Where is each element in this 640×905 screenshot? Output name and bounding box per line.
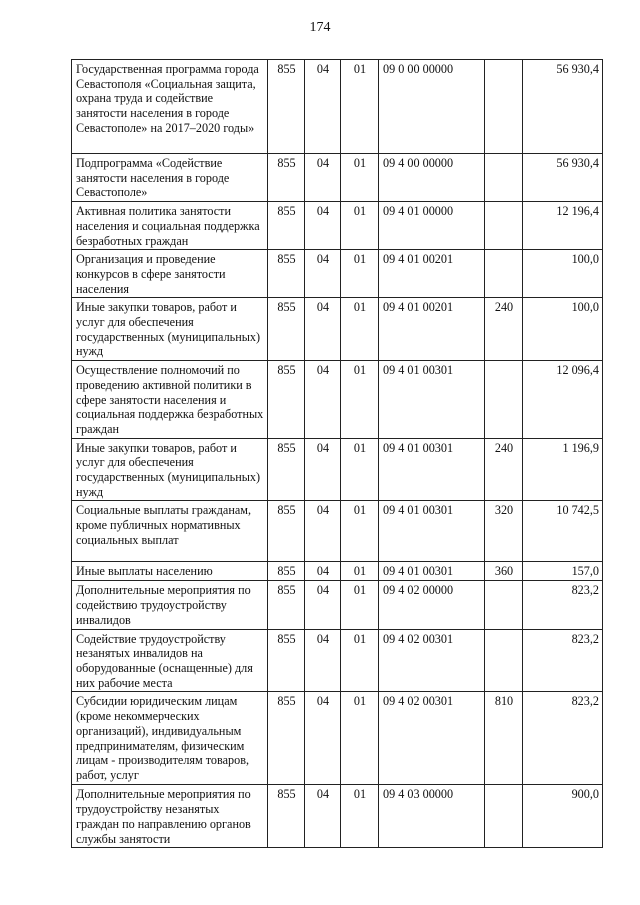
row-sum: 12 196,4 xyxy=(523,202,603,250)
row-rz: 04 xyxy=(305,438,341,501)
row-sum: 823,2 xyxy=(523,692,603,785)
row-name: Активная политика занятости населения и социальная поддержка безработных граждан xyxy=(72,202,268,250)
row-pr: 01 xyxy=(341,562,379,581)
row-sum: 1 196,9 xyxy=(523,438,603,501)
row-csr: 09 0 00 00000 xyxy=(379,60,485,154)
row-vedomstvo: 855 xyxy=(268,692,305,785)
row-rz: 04 xyxy=(305,629,341,692)
row-csr: 09 4 01 00000 xyxy=(379,202,485,250)
row-csr: 09 4 02 00000 xyxy=(379,581,485,629)
table-row xyxy=(72,250,603,298)
row-name: Иные закупки товаров, работ и услуг для обеспечения государственных (муниципальных) нужд xyxy=(72,298,268,361)
row-name: Дополнительные мероприятия по содействию трудоустройству инвалидов xyxy=(72,581,268,629)
row-csr: 09 4 03 00000 xyxy=(379,785,485,848)
row-sum: 900,0 xyxy=(523,785,603,848)
row-name: Государственная программа города Севастополя «Социальная защита, охрана труда и содействие занятости населения в городе Севастополе» на 2017–2020 годы» xyxy=(72,60,268,154)
row-sum: 10 742,5 xyxy=(523,501,603,562)
row-csr: 09 4 01 00301 xyxy=(379,361,485,439)
row-csr: 09 4 02 00301 xyxy=(379,629,485,692)
table-row xyxy=(72,154,603,202)
row-vr: 810 xyxy=(485,692,523,785)
row-sum: 157,0 xyxy=(523,562,603,581)
row-vedomstvo: 855 xyxy=(268,298,305,361)
row-rz: 04 xyxy=(305,785,341,848)
row-pr: 01 xyxy=(341,785,379,848)
table-row xyxy=(72,361,603,439)
row-name: Иные выплаты населению xyxy=(72,562,268,581)
table-row xyxy=(72,562,603,581)
row-pr: 01 xyxy=(341,202,379,250)
row-vr xyxy=(485,785,523,848)
row-vedomstvo: 855 xyxy=(268,562,305,581)
row-vr xyxy=(485,629,523,692)
table-row xyxy=(72,629,603,692)
row-pr: 01 xyxy=(341,154,379,202)
row-pr: 01 xyxy=(341,438,379,501)
row-vr: 320 xyxy=(485,501,523,562)
row-rz: 04 xyxy=(305,60,341,154)
row-vr xyxy=(485,202,523,250)
row-pr: 01 xyxy=(341,250,379,298)
row-csr: 09 4 01 00301 xyxy=(379,562,485,581)
row-vr xyxy=(485,361,523,439)
row-pr: 01 xyxy=(341,60,379,154)
row-rz: 04 xyxy=(305,202,341,250)
row-sum: 100,0 xyxy=(523,250,603,298)
row-pr: 01 xyxy=(341,581,379,629)
row-rz: 04 xyxy=(305,562,341,581)
row-sum: 56 930,4 xyxy=(523,60,603,154)
row-vedomstvo: 855 xyxy=(268,438,305,501)
row-rz: 04 xyxy=(305,361,341,439)
row-vr: 240 xyxy=(485,438,523,501)
table-row xyxy=(72,501,603,562)
row-csr: 09 4 01 00301 xyxy=(379,501,485,562)
row-sum: 823,2 xyxy=(523,629,603,692)
row-name: Субсидии юридическим лицам (кроме некоммерческих организаций), индивидуальным предпринимателям, физическим лицам - производителям товаров, работ, услуг xyxy=(72,692,268,785)
budget-table xyxy=(71,59,603,848)
table-row xyxy=(72,60,603,154)
row-rz: 04 xyxy=(305,250,341,298)
row-csr: 09 4 01 00301 xyxy=(379,438,485,501)
row-sum: 12 096,4 xyxy=(523,361,603,439)
row-sum: 823,2 xyxy=(523,581,603,629)
row-pr: 01 xyxy=(341,629,379,692)
row-pr: 01 xyxy=(341,298,379,361)
table-row xyxy=(72,298,603,361)
row-vr xyxy=(485,581,523,629)
row-rz: 04 xyxy=(305,581,341,629)
row-name: Социальные выплаты гражданам, кроме публичных нормативных социальных выплат xyxy=(72,501,268,562)
row-name: Дополнительные мероприятия по трудоустройству незанятых граждан по направлению органов службы занятости xyxy=(72,785,268,848)
row-vedomstvo: 855 xyxy=(268,501,305,562)
row-vedomstvo: 855 xyxy=(268,581,305,629)
row-sum: 100,0 xyxy=(523,298,603,361)
row-csr: 09 4 01 00201 xyxy=(379,250,485,298)
table-row xyxy=(72,438,603,501)
row-name: Осуществление полномочий по проведению активной политики в сфере занятости населения и социальная поддержка безработных граждан xyxy=(72,361,268,439)
row-vr: 360 xyxy=(485,562,523,581)
row-csr: 09 4 00 00000 xyxy=(379,154,485,202)
row-rz: 04 xyxy=(305,692,341,785)
row-vedomstvo: 855 xyxy=(268,785,305,848)
row-vedomstvo: 855 xyxy=(268,250,305,298)
row-rz: 04 xyxy=(305,154,341,202)
row-name: Организация и проведение конкурсов в сфере занятости населения xyxy=(72,250,268,298)
row-csr: 09 4 01 00201 xyxy=(379,298,485,361)
table-row xyxy=(72,692,603,785)
row-vedomstvo: 855 xyxy=(268,60,305,154)
table-row xyxy=(72,581,603,629)
row-pr: 01 xyxy=(341,501,379,562)
row-vedomstvo: 855 xyxy=(268,629,305,692)
page-number: 174 xyxy=(309,20,331,35)
row-vedomstvo: 855 xyxy=(268,361,305,439)
row-rz: 04 xyxy=(305,501,341,562)
row-vr xyxy=(485,60,523,154)
row-vr xyxy=(485,154,523,202)
row-name: Содействие трудоустройству незанятых инвалидов на оборудованные (оснащенные) для них рабочие места xyxy=(72,629,268,692)
row-vr: 240 xyxy=(485,298,523,361)
row-pr: 01 xyxy=(341,361,379,439)
row-name: Иные закупки товаров, работ и услуг для обеспечения государственных (муниципальных) нужд xyxy=(72,438,268,501)
row-vedomstvo: 855 xyxy=(268,154,305,202)
row-name: Подпрограмма «Содействие занятости населения в городе Севастополе» xyxy=(72,154,268,202)
row-vedomstvo: 855 xyxy=(268,202,305,250)
row-pr: 01 xyxy=(341,692,379,785)
table-row xyxy=(72,202,603,250)
row-rz: 04 xyxy=(305,298,341,361)
row-vr xyxy=(485,250,523,298)
row-sum: 56 930,4 xyxy=(523,154,603,202)
row-csr: 09 4 02 00301 xyxy=(379,692,485,785)
table-row xyxy=(72,785,603,848)
